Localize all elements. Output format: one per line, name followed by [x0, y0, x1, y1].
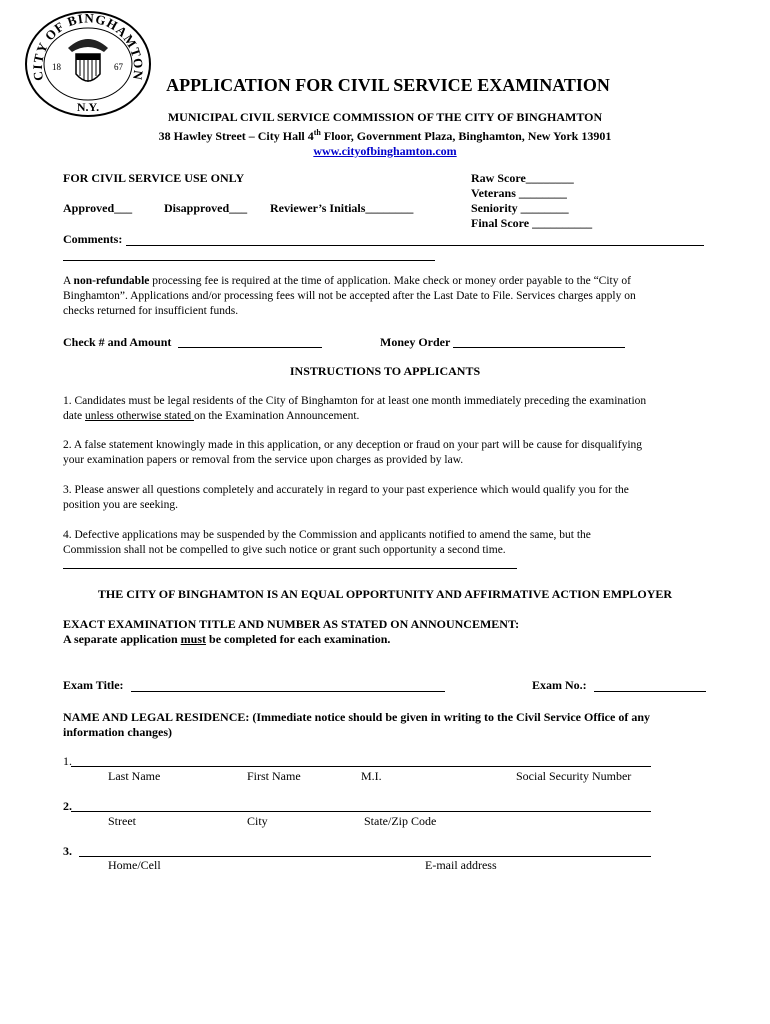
- instructions-heading: INSTRUCTIONS TO APPLICANTS: [289, 364, 481, 378]
- row-3-number: 3.: [63, 844, 72, 858]
- seal-year-left: 18: [52, 62, 61, 72]
- page-title: APPLICATION FOR CIVIL SERVICE EXAMINATION: [166, 75, 610, 95]
- exam-note: A separate application must be completed for each examination.: [63, 632, 391, 646]
- check-amount-label: Check # and Amount: [63, 335, 172, 349]
- exam-no-input[interactable]: [594, 691, 706, 692]
- row-2-number: 2.: [63, 799, 72, 813]
- ssn-label: Social Security Number: [516, 769, 632, 783]
- instruction-1: 1. Candidates must be legal residents of the City of Binghamton for at least one month immediately preceding the examination date unless otherwise stated on the Examination Announcement.: [63, 395, 647, 422]
- email-label: E-mail address: [425, 858, 497, 872]
- seal-ring-text: CITY OF BINGHAMTON: [29, 10, 147, 82]
- instruction-4: 4. Defective applications may be suspended by the Commission and applicants notified to amend the same, but the Commission shall not be compelled to give such notice or grant such opportunity a second time.: [63, 529, 591, 556]
- final-score-field[interactable]: Final Score __________: [471, 216, 593, 230]
- raw-score-field[interactable]: Raw Score________: [471, 171, 574, 185]
- residence-heading: NAME AND LEGAL RESIDENCE: (Immediate notice should be given in writing to the Civil Service Office of any information changes): [63, 710, 650, 739]
- address-input[interactable]: [71, 811, 651, 812]
- disapproved-field[interactable]: Disapproved___: [164, 201, 248, 215]
- veterans-field[interactable]: Veterans ________: [471, 186, 567, 200]
- contact-input[interactable]: [79, 856, 651, 857]
- approved-field[interactable]: Approved___: [63, 201, 133, 215]
- first-name-label: First Name: [247, 769, 301, 783]
- street-label: Street: [108, 814, 136, 828]
- comments-line-1[interactable]: [126, 245, 704, 246]
- website-link[interactable]: www.cityofbinghamton.com: [313, 144, 457, 158]
- comments-line-2[interactable]: [63, 260, 435, 261]
- exam-title-label: Exam Title:: [63, 678, 124, 692]
- city-seal-logo: [22, 8, 154, 120]
- instruction-3: 3. Please answer all questions completely and accurately in regard to your past experience which would qualify you for the position you are seeking.: [63, 484, 629, 511]
- commission-header: [100, 110, 670, 159]
- name-ssn-input[interactable]: [71, 766, 651, 767]
- seniority-field[interactable]: Seniority ________: [471, 201, 569, 215]
- commission-name: MUNICIPAL CIVIL SERVICE COMMISSION OF THE CITY OF BINGHAMTON: [167, 110, 603, 124]
- state-zip-label: State/Zip Code: [364, 814, 437, 828]
- exam-heading: EXACT EXAMINATION TITLE AND NUMBER AS STATED ON ANNOUNCEMENT:: [63, 617, 520, 631]
- exam-title-input[interactable]: [131, 691, 445, 692]
- last-name-label: Last Name: [108, 769, 161, 783]
- check-amount-input[interactable]: [178, 347, 322, 348]
- home-cell-label: Home/Cell: [108, 858, 161, 872]
- comments-label: Comments:: [63, 232, 123, 246]
- divider: [63, 568, 517, 569]
- commission-address: 38 Hawley Street – City Hall 4th Floor, Government Plaza, Binghamton, New York 13901: [158, 128, 612, 143]
- money-order-input[interactable]: [453, 347, 625, 348]
- office-use-heading: FOR CIVIL SERVICE USE ONLY: [63, 171, 245, 185]
- money-order-label: Money Order: [380, 335, 451, 349]
- reviewer-initials-field[interactable]: Reviewer’s Initials________: [270, 201, 414, 215]
- fee-paragraph: A non-refundable processing fee is required at the time of application. Make check or money order payable to the “City of Binghamton”. Applications and/or processing fees will not be accepted after the Last Date to File. Services charges apply on checks returned for insufficient funds.: [63, 275, 636, 317]
- seal-bottom-text: N.Y.: [76, 100, 100, 114]
- eeo-statement: THE CITY OF BINGHAMTON IS AN EQUAL OPPORTUNITY AND AFFIRMATIVE ACTION EMPLOYER: [97, 587, 673, 601]
- seal-year-right: 67: [114, 62, 123, 72]
- instruction-2: 2. A false statement knowingly made in this application, or any deception or fraud on your part will be cause for disqualifying your examination papers or removal from the service upon charges as provided by law.: [63, 439, 643, 466]
- exam-no-label: Exam No.:: [532, 678, 587, 692]
- middle-initial-label: M.I.: [361, 769, 382, 783]
- row-1-number: 1.: [63, 754, 72, 768]
- city-label: City: [247, 814, 268, 828]
